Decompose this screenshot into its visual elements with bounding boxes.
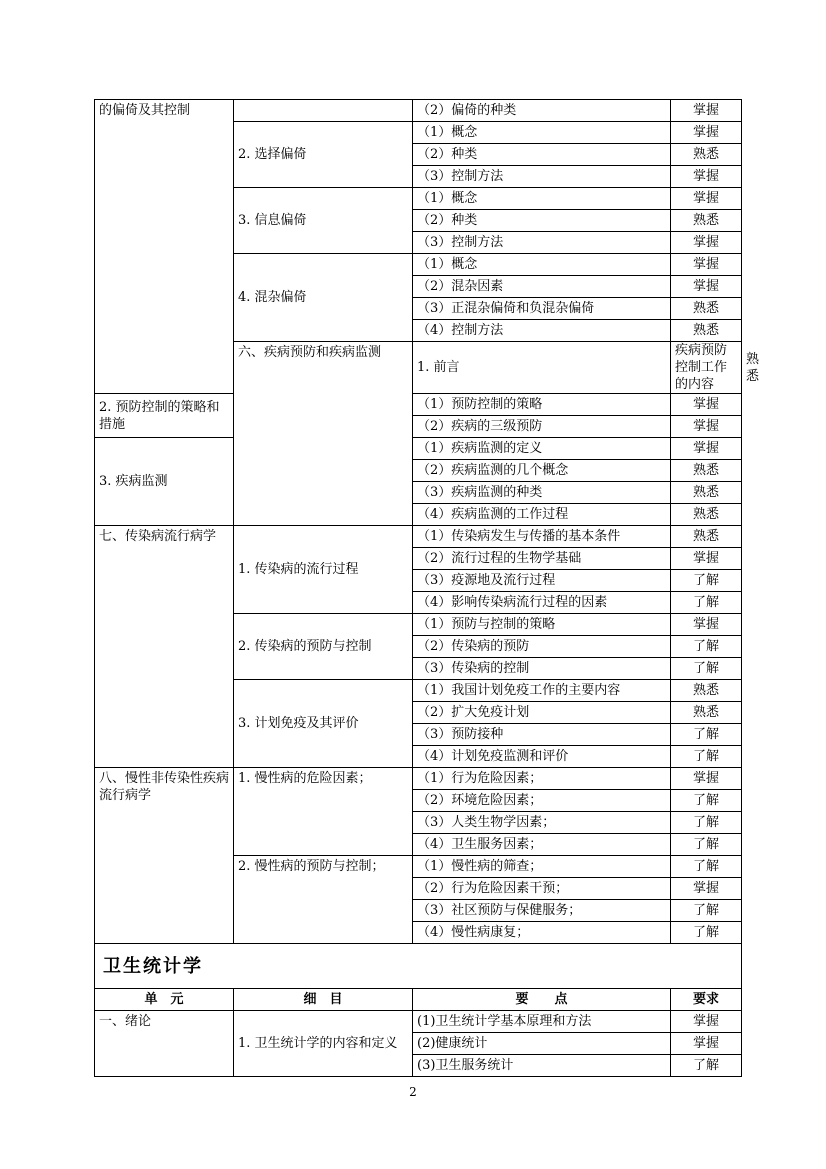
detail-cell: 3. 信息偏倚 — [234, 188, 413, 254]
section-block — [95, 944, 742, 1011]
requirement-cell: 了解 — [671, 636, 742, 658]
unit-cell: 的偏倚及其控制 — [95, 100, 234, 394]
detail-cell — [234, 100, 413, 122]
header-requirement: 要求 — [671, 989, 742, 1011]
requirement-cell: 了解 — [671, 922, 742, 944]
point-cell: （2）传染病的预防 — [413, 636, 671, 658]
requirement-cell: 熟悉 — [671, 482, 742, 504]
detail-cell: 1. 卫生统计学的内容和定义 — [234, 1011, 413, 1077]
detail-cell: 2. 慢性病的预防与控制； — [234, 856, 413, 944]
requirement-cell: 了解 — [671, 658, 742, 680]
point-cell: （1）疾病监测的定义 — [413, 438, 671, 460]
detail-cell: 1. 前言 — [413, 342, 671, 394]
point-cell: （4）疾病监测的工作过程 — [413, 504, 671, 526]
detail-cell: 2. 传染病的预防与控制 — [234, 614, 413, 680]
page-number: 2 — [409, 1085, 417, 1099]
point-cell: （4）控制方法 — [413, 320, 671, 342]
point-cell: （3）预防接种 — [413, 724, 671, 746]
requirement-cell: 熟悉 — [671, 526, 742, 548]
requirement-cell: 掌握 — [671, 614, 742, 636]
point-cell: （3）控制方法 — [413, 232, 671, 254]
requirement-cell: 了解 — [671, 812, 742, 834]
table-row — [95, 394, 742, 416]
requirement-cell: 了解 — [671, 900, 742, 922]
point-cell: （4）慢性病康复； — [413, 922, 671, 944]
detail-cell: 1. 慢性病的危险因素； — [234, 768, 413, 856]
header-detail: 细 目 — [234, 989, 413, 1011]
requirement-cell: 熟悉 — [671, 298, 742, 320]
requirement-cell: 熟悉 — [671, 320, 742, 342]
requirement-cell: 掌握 — [671, 122, 742, 144]
point-cell: （2）种类 — [413, 210, 671, 232]
requirement-cell: 了解 — [671, 856, 742, 878]
requirement-cell: 了解 — [671, 746, 742, 768]
syllabus-body — [95, 100, 760, 944]
requirement-cell: 了解 — [671, 592, 742, 614]
point-cell: （1）慢性病的筛查； — [413, 856, 671, 878]
point-cell: （1）预防控制的策略 — [413, 394, 671, 416]
requirement-cell: 了解 — [671, 570, 742, 592]
point-cell: （2）种类 — [413, 144, 671, 166]
unit-cell: 八、慢性非传染性疾病流行病学 — [95, 768, 234, 944]
detail-cell: 3. 疾病监测 — [95, 438, 234, 526]
detail-cell: 1. 传染病的流行过程 — [234, 526, 413, 614]
table-row: 六、疾病预防和疾病监测 1. 前言 疾病预防控制工作的内容 熟悉 — [95, 342, 742, 394]
requirement-cell: 掌握 — [671, 1011, 742, 1033]
requirement-cell: 掌握 — [671, 1033, 742, 1055]
syllabus-table — [94, 99, 760, 1077]
point-cell: （1）预防与控制的策略 — [413, 614, 671, 636]
header-point: 要 点 — [413, 989, 671, 1011]
requirement-cell: 了解 — [671, 1055, 742, 1077]
point-cell: （4）卫生服务因素； — [413, 834, 671, 856]
table-row — [95, 1011, 742, 1033]
unit-cell: 七、传染病流行病学 — [95, 526, 234, 768]
table-row — [95, 526, 742, 548]
point-cell: （2）环境危险因素； — [413, 790, 671, 812]
point-cell: （1）传染病发生与传播的基本条件 — [413, 526, 671, 548]
requirement-cell: 掌握 — [671, 100, 742, 122]
requirement-cell: 熟悉 — [671, 210, 742, 232]
point-cell: (3)卫生服务统计 — [413, 1055, 671, 1077]
point-cell: 疾病预防控制工作的内容 — [671, 342, 742, 394]
requirement-cell: 掌握 — [671, 416, 742, 438]
requirement-cell: 掌握 — [671, 232, 742, 254]
point-cell: （1）我国计划免疫工作的主要内容 — [413, 680, 671, 702]
requirement-cell: 掌握 — [671, 438, 742, 460]
point-cell: （4）影响传染病流行过程的因素 — [413, 592, 671, 614]
requirement-cell: 熟悉 — [671, 702, 742, 724]
point-cell: （3）控制方法 — [413, 166, 671, 188]
point-cell: （1）行为危险因素； — [413, 768, 671, 790]
unit-cell: 六、疾病预防和疾病监测 — [234, 342, 413, 526]
requirement-cell: 掌握 — [671, 768, 742, 790]
requirement-cell: 掌握 — [671, 548, 742, 570]
point-cell: （3）传染病的控制 — [413, 658, 671, 680]
point-cell: （4）计划免疫监测和评价 — [413, 746, 671, 768]
unit-cell: 一、绪论 — [95, 1011, 234, 1077]
point-cell: （2）行为危险因素干预； — [413, 878, 671, 900]
point-cell: （1）概念 — [413, 122, 671, 144]
point-cell: （1）概念 — [413, 254, 671, 276]
point-cell: (1)卫生统计学基本原理和方法 — [413, 1011, 671, 1033]
requirement-cell: 掌握 — [671, 188, 742, 210]
requirement-cell: 熟悉 — [671, 504, 742, 526]
requirement-cell: 熟悉 — [671, 680, 742, 702]
point-cell: （3）正混杂偏倚和负混杂偏倚 — [413, 298, 671, 320]
point-cell: （2）偏倚的种类 — [413, 100, 671, 122]
detail-cell: 4. 混杂偏倚 — [234, 254, 413, 342]
requirement-cell: 了解 — [671, 834, 742, 856]
section-title: 卫生统计学 — [95, 944, 742, 989]
table-row — [95, 768, 742, 790]
requirement-cell: 熟悉 — [671, 460, 742, 482]
header-unit: 单 元 — [95, 989, 234, 1011]
requirement-cell: 掌握 — [671, 166, 742, 188]
point-cell: （3）疫源地及流行过程 — [413, 570, 671, 592]
table-row — [95, 438, 742, 460]
requirement-cell: 了解 — [671, 790, 742, 812]
point-cell: （3）社区预防与保健服务； — [413, 900, 671, 922]
point-cell: （2）流行过程的生物学基础 — [413, 548, 671, 570]
point-cell: （2）扩大免疫计划 — [413, 702, 671, 724]
requirement-cell: 掌握 — [671, 254, 742, 276]
requirement-cell: 掌握 — [671, 394, 742, 416]
detail-cell: 3. 计划免疫及其评价 — [234, 680, 413, 768]
detail-cell: 2. 选择偏倚 — [234, 122, 413, 188]
point-cell: （3）人类生物学因素； — [413, 812, 671, 834]
point-cell: （2）混杂因素 — [413, 276, 671, 298]
requirement-cell: 了解 — [671, 724, 742, 746]
detail-cell: 2. 预防控制的策略和措施 — [95, 394, 234, 438]
requirement-cell: 掌握 — [671, 276, 742, 298]
point-cell: （2）疾病的三级预防 — [413, 416, 671, 438]
table-row — [95, 100, 742, 122]
point-cell: （1）概念 — [413, 188, 671, 210]
statistics-body — [95, 1011, 742, 1077]
point-cell: （2）疾病监测的几个概念 — [413, 460, 671, 482]
point-cell: （3）疾病监测的种类 — [413, 482, 671, 504]
requirement-cell: 熟悉 — [671, 144, 742, 166]
requirement-cell: 掌握 — [671, 878, 742, 900]
point-cell: (2)健康统计 — [413, 1033, 671, 1055]
